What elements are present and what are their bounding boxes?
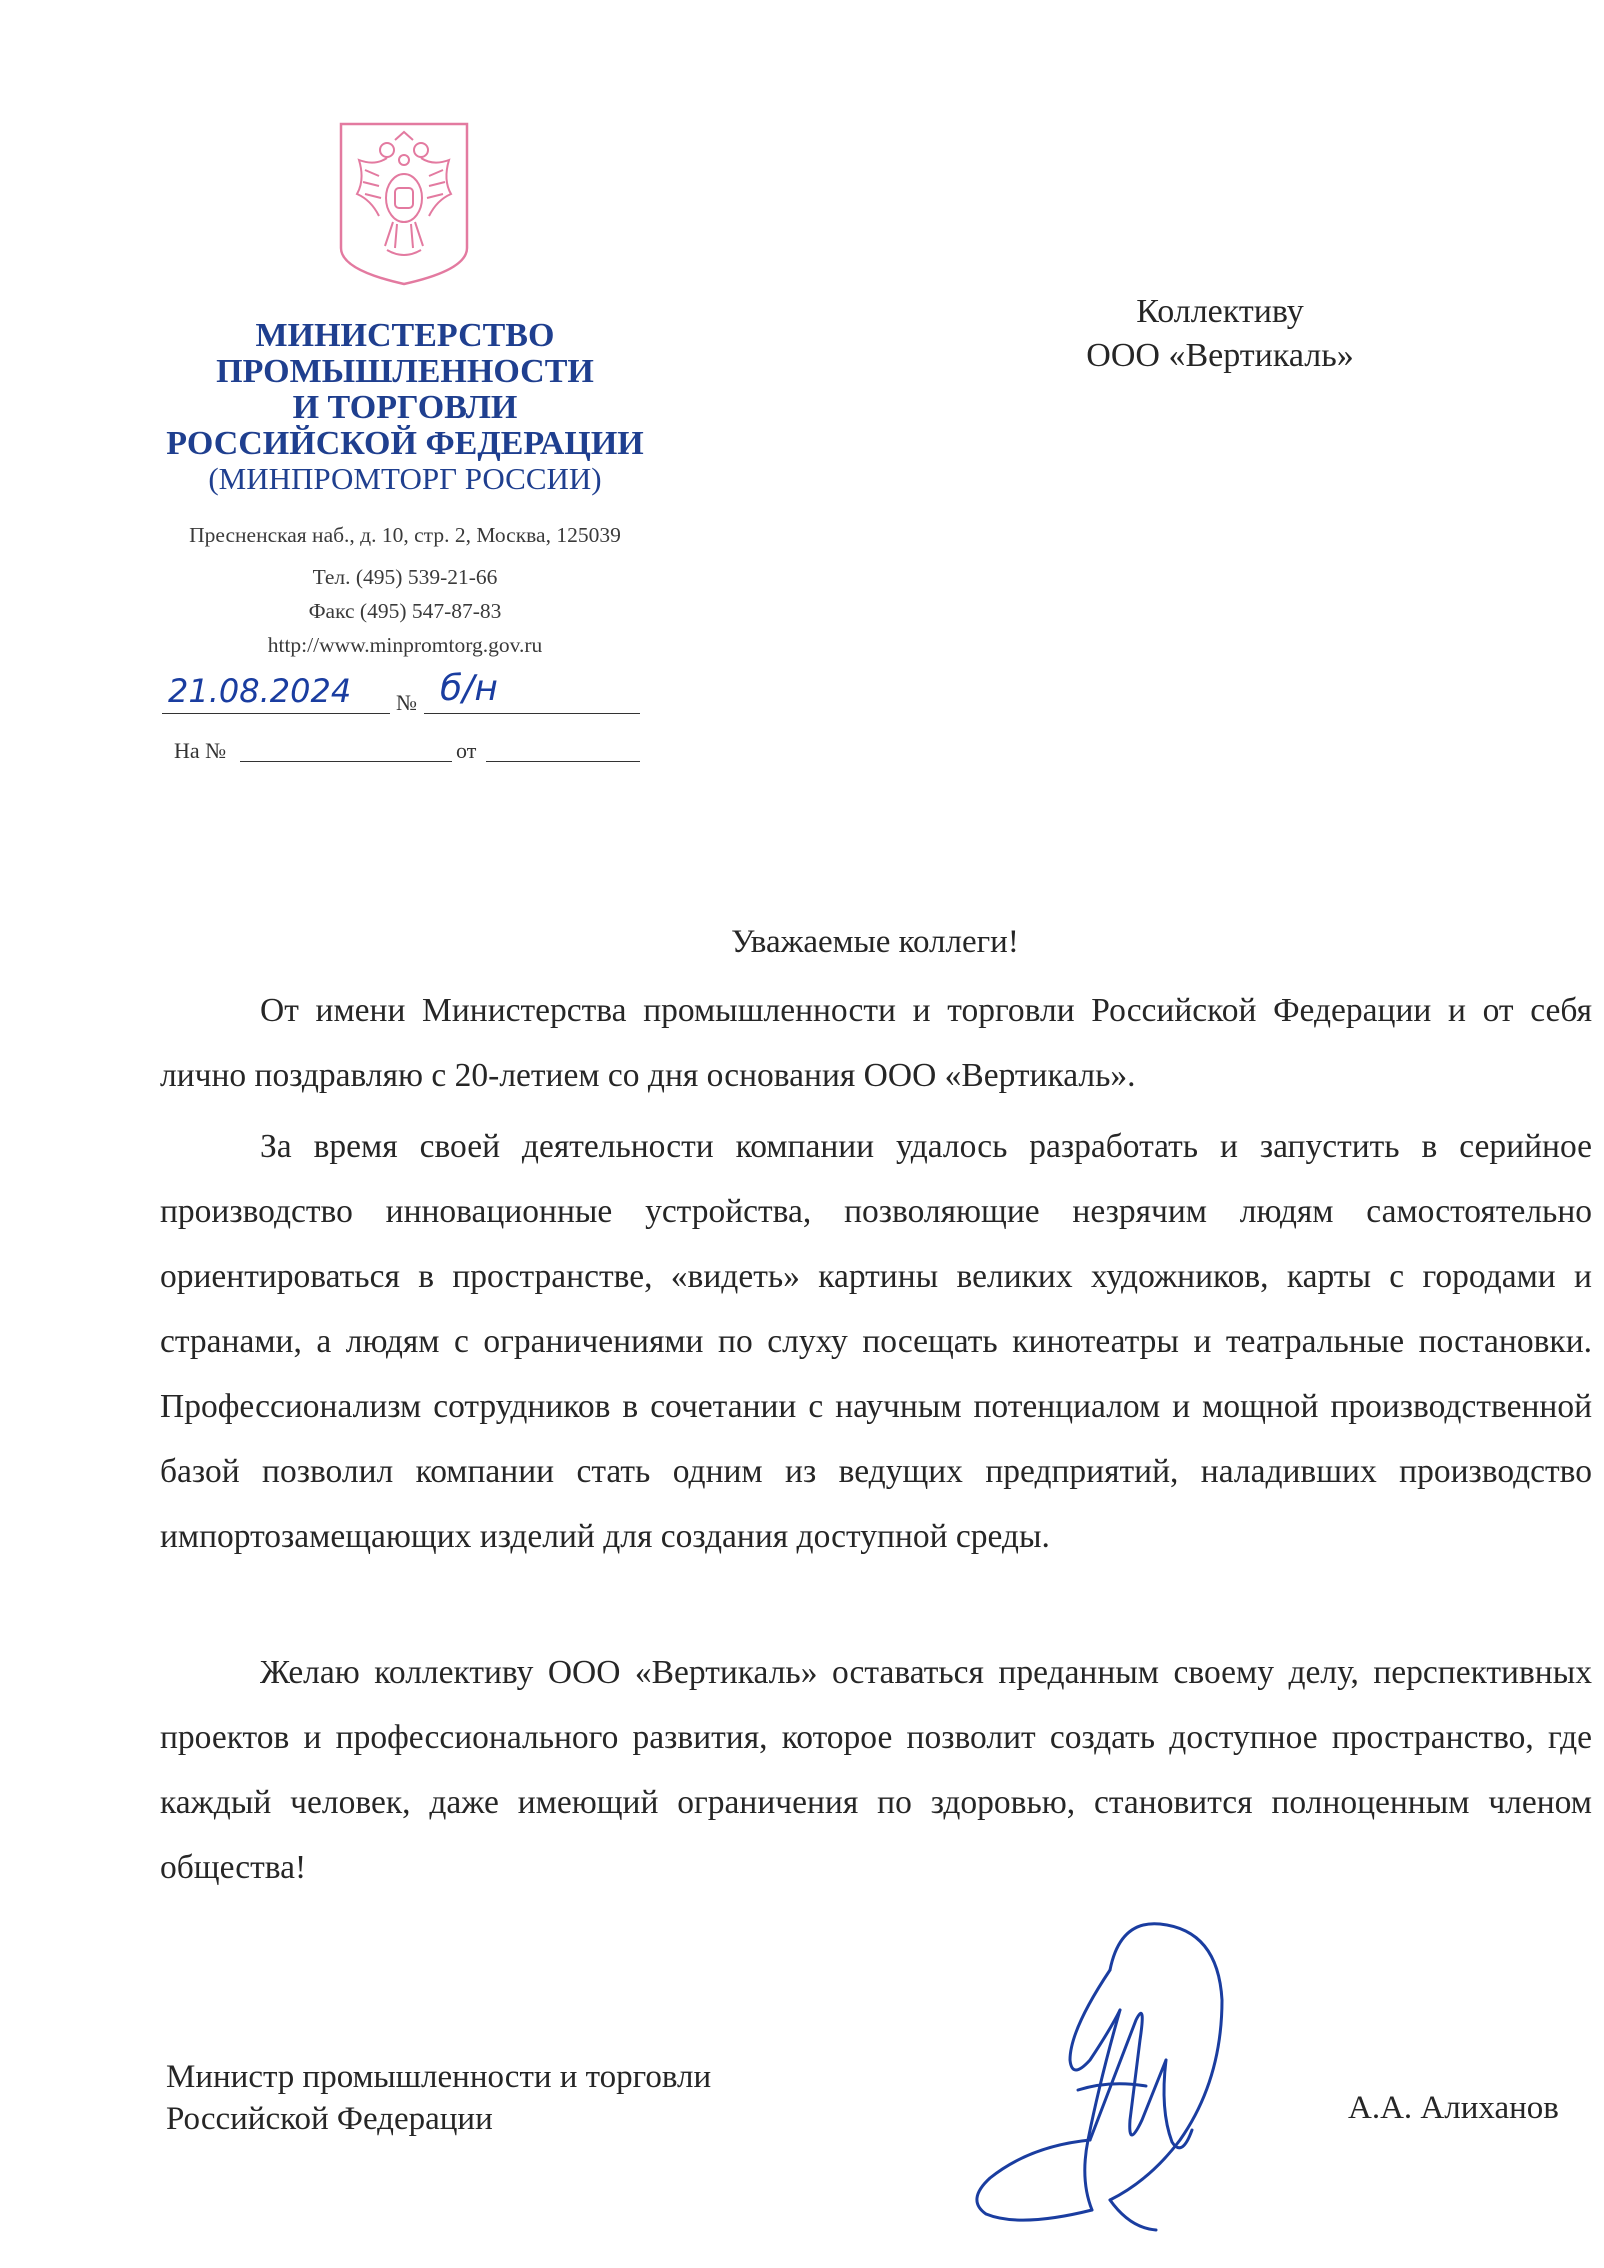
letter-paragraph-3: Желаю коллективу ООО «Вертикаль» оставаться преданным своему делу, перспективных проектов и профессионального развития, которое позволит создать доступное пространство, где каждый человек, даже имеющий ограничения по здоровью, становится полноценным членом общества! — [160, 1654, 1592, 1886]
reply-number-underline — [240, 760, 452, 762]
letter-paragraph-2: За время своей деятельности компании удалось разработать и запустить в серийное производство инновационные устройства, позволяющие незрячим людям самостоятельно ориентироваться в пространстве, «видеть» картины великих художников, карты с городами и странами, а людям с ограничениями по слуху посещать кинотеатры и театральные постановки. Профессионализм сотрудников в сочетании с научным потенциалом и мощной производственной базой позволил компании стать одним из ведущих предприятий, наладивших производство импортозамещающих изделий для создания доступной среды. — [160, 1128, 1592, 1555]
ministry-name-line-4: РОССИЙСКОЙ ФЕДЕРАЦИИ — [166, 425, 644, 462]
signatory-position-line-2: Российской Федерации — [166, 2101, 493, 2137]
ministry-name-line-1: МИНИСТЕРСТВО — [255, 317, 555, 354]
date-underline — [162, 712, 390, 714]
ministry-address: Пресненская наб., д. 10, стр. 2, Москва, 125039 — [189, 523, 621, 547]
addressee-line-1: Коллективу — [1136, 293, 1304, 330]
letter-salutation: Уважаемые коллеги! — [731, 924, 1019, 960]
number-label: № — [396, 690, 417, 715]
ministry-fax: Факс (495) 547-87-83 — [308, 599, 502, 623]
letter-paragraph-1: От имени Министерства промышленности и торговли Российской Федерации и от себя лично поздравляю с 20-летием со дня основания ООО «Вертикаль». — [160, 992, 1592, 1094]
ministry-website: http://www.minpromtorg.gov.ru — [267, 633, 543, 657]
signatory-position-line-1: Министр промышленности и торговли — [166, 2059, 712, 2095]
letter-date: 21.08.2024 — [168, 672, 352, 710]
ministry-name-line-2: ПРОМЫШЛЕННОСТИ — [216, 353, 594, 390]
coat-of-arms-icon — [335, 120, 473, 288]
signatory-name: А.А. Алиханов — [1348, 2090, 1559, 2126]
letter-number: б/н — [440, 668, 498, 709]
reply-to-label: На № — [174, 738, 227, 763]
addressee-line-2: ООО «Вертикаль» — [1086, 337, 1354, 374]
ministry-phone: Тел. (495) 539-21-66 — [312, 565, 498, 589]
from-label: от — [456, 738, 477, 763]
handwritten-signature-icon — [960, 1910, 1290, 2250]
ministry-abbreviation: (МИНПРОМТОРГ РОССИИ) — [208, 461, 602, 496]
ministry-name-line-3: И ТОРГОВЛИ — [292, 389, 518, 426]
reply-date-underline — [486, 760, 640, 762]
number-underline — [424, 712, 640, 714]
